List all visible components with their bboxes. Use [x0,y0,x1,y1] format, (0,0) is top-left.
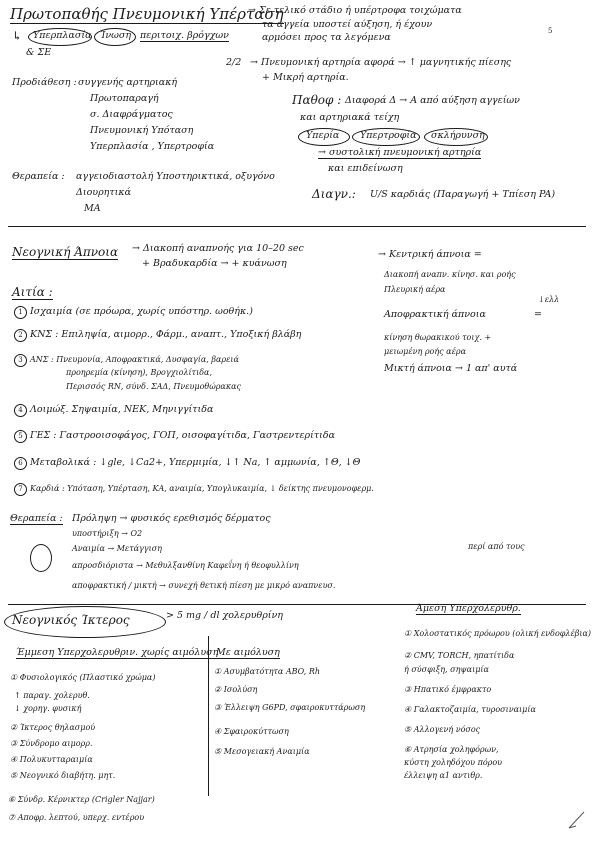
therapy-line: MA [84,203,101,214]
left-item: ↑ παραγ. χολερυθ. [14,691,90,700]
ratio-line-1: → Πνευμονική αρτηρία αφορά → ↑ μαγνητικής πίεσης [250,57,512,68]
cause-item: σ. Διαφράγματος [90,109,173,120]
mid-item: ① Ασυμβατότητα ABO, Rh [214,667,321,676]
apnea-title-arrow-2: + Βραδυκαρδία → + κυάνωση [142,258,287,269]
top-sub-line-2: & ΣΕ [26,47,52,58]
obstructive-sup: ↓ελλ [538,295,560,304]
cause-item: Πνευμονική Υπόταση [90,125,194,136]
cause-row [14,430,335,443]
apnea-title: Νεογνική Άπνοια [12,245,119,259]
cause-text: Επιληψία, αιμορρ., Φάρμ., αναπτ., Υποξική βλάβη [61,329,302,340]
cause-label: Μεταβολικά : [30,457,97,468]
cause-item: Πρωτοπαραγή [90,93,159,104]
left-item: ② Ίκτερος θηλασμού [10,723,96,732]
central-desc-2: Πλευρική αέρα [384,285,446,294]
apnea-therapy-line: υποστήριξη → O2 [72,529,143,538]
top-title-arrow-text: → Σε τελικό στάδιο ή υπέρτροφα τοιχώματα [248,5,462,16]
pathophys-line-4: και επιδείνωση [328,163,403,174]
cause-number: 3 [14,354,27,367]
jaundice-title-suffix: > 5 mg / dl χολερυθρίνη [166,610,283,621]
cause-number: 2 [14,329,27,342]
left-item: ⑦ Αποφρ. λεπτού, υπερχ. εντέρου [8,813,145,822]
cause-row [14,329,301,342]
cause-row-continued: Περισσός RΝ, σύνδ. ΣΑΔ, Πνευμοθώρακας [66,382,241,391]
cause-label: ΓΕΣ : [30,430,57,441]
causes-title: Αιτία : [12,285,53,299]
obstructive-desc-1: κίνηση θωρακικού τοιχ. + [384,333,492,342]
cause-number: 6 [14,457,27,470]
jaundice-title-outline [4,606,166,638]
apnea-therapy-label: Θεραπεία : [10,513,63,524]
mixed-apnea: Μικτή άπνοια → 1 απ' αυτά [384,363,518,374]
cause-row [14,306,253,319]
diag-label: Διαγν.: [312,187,356,201]
top-title: Πρωτοπαθής Πνευμονική Υπέρταση [10,5,284,23]
pathophys-oval-1: Υπερία [306,130,340,141]
top-title-arrow-text-3: αρμόσει προς τα λεγόμενα [262,32,391,43]
section-divider [8,226,586,227]
ratio-label: 2/2 [226,57,242,68]
cause-label: Λοιμώξ. [30,404,69,415]
left-item: ↓ χορηγ. φυσική [14,704,82,713]
pathophys-text-2: και αρτηριακά τείχη [300,112,400,123]
therapy-label: Θεραπεία : [12,171,65,182]
cause-label: ΑΝΣ : [30,355,54,364]
pathophys-oval-3: σκλήρυνση [431,130,485,141]
left-item: ③ Σύνδρομο αιμορρ. [10,739,93,748]
top-sub-prefix: ↳ [12,29,23,43]
cause-text: (σε πρόωρα, χωρίς υπόστηρ. ωοθήκ.) [75,306,253,317]
cause-label: Καρδιά : [30,484,65,493]
apnea-therapy-line: αποφρακτική / μικτή → συνεχή θετική πίεση με μικρό αναπνευσ. [72,581,336,590]
right-item: κύστη χοληδόχου πόρου [404,758,503,767]
therapy-bracket-outline [30,544,52,572]
top-title-arrow-text-2: τα αγγεία υποστεί αύξηση, ή έχουν [262,19,433,30]
apnea-therapy-line: Αναιμία → Μετάγγιση [72,544,162,553]
cause-text: Πνευμονία, Αποφρακτικά, Δυσφαγία, βαρειά [56,355,239,364]
central-desc-1: Διακοπή αναπν. κίνησ. και ροής [384,270,516,279]
cause-row-continued: προηρεμία (κίνηση), Βρογχιολίτιδα, [66,368,212,377]
apnea-title-arrow: → Διακοπή αναπνοής για 10–20 sec [132,243,304,254]
cause-label: Ισχαιμία [30,306,73,317]
page-curl-mark [566,808,588,830]
page-number: 5 [548,27,553,35]
right-item: ⑤ Αλλογενή νόσος [404,725,481,734]
mid-item: ④ Σφαιροκύττωση [214,727,289,736]
cause-item: συγγενής αρτηριακή [78,77,178,88]
right-column-header: Άμεση Υπερχολερυθρ. [416,603,521,614]
cause-label: ΚΝΣ : [30,329,59,340]
left-item: ⑤ Νεογνικό διαβήτη. μητ. [10,771,116,780]
cause-row [14,404,213,417]
right-item: έλλειψη α1 αντιθρ. [404,771,483,780]
cause-row [14,483,374,496]
cause-text: ↓gle, ↓Ca2+, Υπερμιμία, ↓↑ Na, ↑ αμμωνία, ↑Θ, ↓Θ [99,457,361,468]
top-sub-oval-2: Ίνωση [100,30,132,41]
pathophys-line-3: → συστολική πνευμονική αρτηρία [318,147,482,158]
therapy-line: Διουρητικά [76,187,131,198]
top-sub-rest: περιτοιχ. βρόγχων [140,30,229,41]
cause-number: 7 [14,483,27,496]
right-item: ή σύσφιξη, σηψαιμία [404,665,489,674]
cause-number: 4 [14,404,27,417]
central-apnea: → Κεντρική άπνοια = [378,249,482,260]
left-item: ④ Πολυκυτταραιμία [10,755,93,764]
ratio-line-2: + Μικρή αρτηρία. [262,72,349,83]
column-divider [208,636,209,796]
right-item: ④ Γαλακτοζαιμία, τυροσιναιμία [404,705,536,714]
pathophys-text: Διαφορά Δ → Α από αύξηση αγγείων [345,95,520,106]
pathophys-label: Παθοφ : [292,93,342,107]
apnea-therapy-extra: περί από τους [468,542,525,551]
apnea-therapy-line: Πρόληψη → φυσικός ερεθισμός δέρματος [72,513,271,524]
cause-row [14,354,239,367]
therapy-line: αγγειοδιαστολή Υποστηρικτικά, οξυγόνο [76,171,275,182]
mid-item: ② Ισολύση [214,685,258,694]
obstructive-apnea: Αποφρακτική άπνοια [384,309,486,320]
mid-column-header: Με αιμόλυση [216,647,280,658]
cause-text: Υπόταση, Υπέρταση, ΚΑ, αναιμία, Υπογλυκαιμία, ↓ δείκτης πνευμονοφερμ. [67,484,374,493]
left-item: ① Φυσιολογικός (Πλαστικό χρώμα) [10,673,156,682]
left-item: ⑥ Σύνδρ. Κέρνικτερ (Crigler Najjar) [8,795,155,804]
obstructive-desc-2: μειωμένη ροής αέρα [384,347,466,356]
cause-number: 5 [14,430,27,443]
right-item: ⑥ Ατρησία χοληφόρων, [404,745,499,754]
pathophys-oval-2: Υπερτροφία [360,130,417,141]
diag-text: U/S καρδιάς (Παραγωγή + Τπίεση PA) [370,189,556,200]
jaundice-title: Νεογνικός Ίκτερος [12,613,130,627]
cause-text: Γαστροοισοφάγος, ΓΟΠ, οισοφαγίτιδα, Γαστρεντερίτιδα [59,430,335,441]
right-item: ② CMV, TORCH, ηπατίτιδα [404,651,515,660]
apnea-therapy-line: απροσδιόριστα → Μεθυλξανθίνη Καφεΐνη ή θεοφυλλίνη [72,561,299,570]
cause-number: 1 [14,306,27,319]
left-column-header: Έμμεση Υπερχολερυθριν. χωρίς αιμόλυση [16,647,219,658]
mid-item: ③ Έλλειψη G6PD, σφαιροκυττάρωση [214,703,366,712]
mid-item: ⑤ Μεσογειακή Αναιμία [214,747,310,756]
cause-text: Σηψαιμία, NEK, Μηνιγγίτιδα [71,404,214,415]
right-item: ③ Ηπατικό έμφρακτο [404,685,492,694]
obstructive-eq: = [534,309,542,320]
right-item: ① Χολοστατικός πρόωρου (ολική ενδοφλέβια) [404,629,592,638]
cause-item: Υπερπλασία , Υπερτροφία [90,141,215,152]
cause-row [14,457,360,470]
causes-label: Προδιάθεση : [12,77,77,88]
top-sub-oval-1: Υπερπλασία [33,30,92,41]
